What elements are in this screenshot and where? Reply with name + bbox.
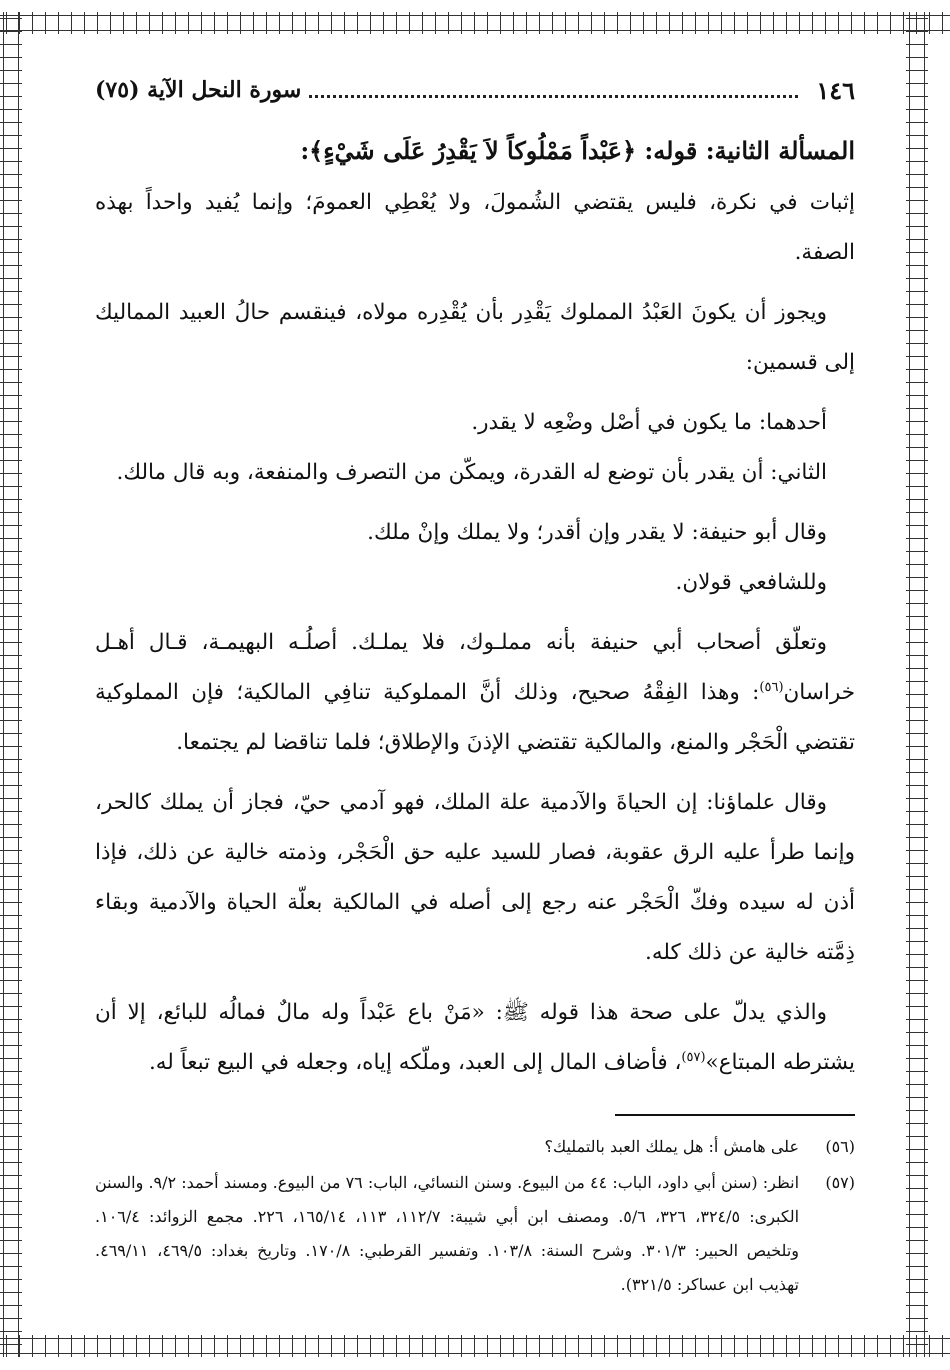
footnote-text: انظر: (سنن أبي داود، الباب: ٤٤ من البيوع. وسنن النسائي، الباب: ٧٦ من البيوع. ومسند أحمد: ٩/٢. والسنن الكبرى: ٣٢٤/٥، ٣٢٦، ٥/٦. ومصنف ابن أبي شيبة: ١١٢/٧، ١١٣، ١٦٥/١٤، ٢٢٦. مجمع الزوائد: ١٠٦/٤. وتلخيص الحبير: ٣٠١/٣. وشرح السنة: ١٠٣/٨. وتفسير القرطبي: ١٧٠/٨. وتاريخ بغداد: ٤٦٩/٥، ٤٦٩/١١. تهذيب ابن عساكر: ٣٢١/٥).: [95, 1173, 800, 1294]
footnote-number: (٥٧): [825, 1173, 855, 1192]
paragraph-yajuz: ويجوز أن يكونَ العَبْدُ المملوك يَقْدِر بأن يُقْدِره مولاه، فينقسم حالُ العبيد المماليك إلى قسمين:: [95, 300, 855, 375]
paragraph-shafii: وللشافعي قولان.: [675, 570, 827, 595]
running-title: سورة النحل الآية (٧٥): [95, 77, 302, 103]
leader-dots: [309, 95, 798, 98]
footnote-separator-wrap: [95, 1098, 855, 1130]
paragraph-ithbat: إثبات في نكرة، فليس يقتضي الشُمولَ، ولا يُعْطِي العمومَ؛ وإنما يُفيد واحداً بهذه الصفة.: [95, 190, 855, 265]
paragraph-hadith: [95, 988, 855, 1088]
running-head: [95, 70, 855, 110]
ornamental-border-bottom: [0, 1335, 950, 1357]
footnote-separator: [615, 1114, 855, 1116]
section-heading: المسألة الثانية: قوله: ﴿عَبْداً مَمْلُوكاً لاَ يَقْدِرُ عَلَى شَيْءٍ﴾:: [300, 136, 855, 165]
ornamental-border-top: [0, 12, 950, 34]
ornamental-border-left: [0, 12, 22, 1357]
paragraph-khurasan: [95, 618, 855, 768]
ornamental-border-right: [906, 12, 928, 1357]
footnote-text: على هامش أ: هل يملك العبد بالتمليك؟: [544, 1137, 799, 1156]
paragraph-ulama: وقال علماؤنا: إن الحياةَ والآدمية علة الملك، فهو آدمي حيّ، فجاز أن يملك كالحر، وإنما طرأ عليه الرق عقوبة، فصار للسيد عليه حق الْحَجْر، وذمته خالية عن ذلك، فإذا أذن له سيده وفكّ الْحَجْر عنه رجع إلى أصله في المالكية بعلّة الحياة والآدمية وبقاء ذِمَّته خالية عن ذلك كله.: [95, 790, 855, 965]
paragraph-khurasan-text-1: وتعلّق أصحاب أبي حنيفة بأنه مملـوك، فلا يملـك. أصلُـه البهيمـة، قـال أهـل خراسان: [95, 630, 855, 705]
footnote-57: [95, 1166, 855, 1302]
page-number: ١٤٦: [816, 75, 855, 105]
footnote-56: [95, 1130, 855, 1164]
page-content: [95, 70, 855, 1304]
paragraph-hadith-text-2: ، فأضاف المال إلى العبد، وملّكه إياه، وجعله في البيع تبعاً له.: [148, 1050, 682, 1075]
paragraph-abu-hanifa: وقال أبو حنيفة: لا يقدر وإن أقدر؛ ولا يملك وإنْ ملك.: [367, 520, 827, 545]
footnote-ref-56[interactable]: (٥٦): [759, 679, 784, 695]
paragraph-khurasan-text-2: : وهذا الفِقْهُ صحيح، وذلك أنَّ المملوكية تنافِي المالكية؛ فإن المملوكية تقتضي الْحَجْر والمنع، والمالكية تقتضي الإذنَ والإطلاق؛ فلما تناقضا لم يجتمعا.: [95, 680, 855, 755]
footnote-ref-57[interactable]: (٥٧): [681, 1049, 706, 1065]
paragraph-thani: الثاني: أن يقدر بأن توضع له القدرة، ويمكّن من التصرف والمنفعة، وبه قال مالك.: [116, 460, 827, 485]
paragraph-hadith-text-1: والذي يدلّ على صحة هذا قوله ﷺ: «مَنْ باع عَبْداً وله مالٌ فمالُه للبائع، إلا أن يشترطه المبتاع»: [95, 1000, 855, 1075]
paragraph-ahaduhuma: أحدهما: ما يكون في أصْل وضْعِه لا يقدر.: [471, 410, 827, 435]
footnote-number: (٥٦): [825, 1137, 855, 1156]
